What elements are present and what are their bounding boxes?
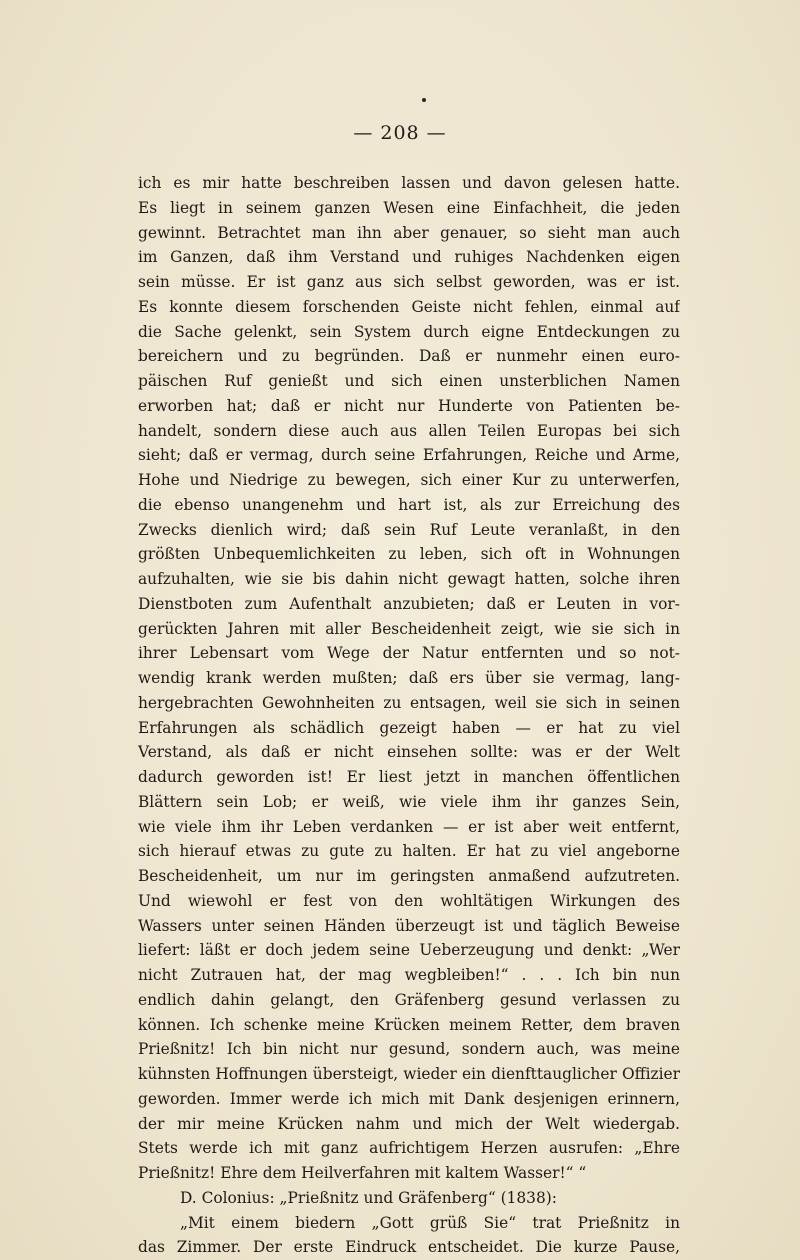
- text-line: Wassers unter seinen Händen überzeugt ist und täglich Beweise: [138, 916, 680, 935]
- text-line: endlich dahin gelangt, den Gräfenberg gesund verlassen zu: [138, 990, 680, 1009]
- text-line: gewinnt. Betrachtet man ihn aber genauer, so sieht man auch: [138, 223, 680, 242]
- text-line: geworden. Immer werde ich mich mit Dank desjenigen erinnern,: [138, 1089, 680, 1108]
- text-line: Prießnitz! Ich bin nicht nur gesund, sondern auch, was meine: [138, 1040, 680, 1059]
- text-line: Dienstboten zum Aufenthalt anzubieten; daß er Leuten in vor-: [138, 594, 680, 613]
- text-line: können. Ich schenke meine Krücken meinem Retter, dem braven: [138, 1015, 680, 1034]
- text-line: handelt, sondern diese auch aus allen Teilen Europas bei sich: [138, 421, 680, 440]
- text-line: erworben hat; daß er nicht nur Hunderte von Patienten be-: [138, 396, 680, 415]
- text-line: Hohe und Niedrige zu bewegen, sich einer Kur zu unterwerfen,: [138, 471, 680, 489]
- text-line: hergebrachten Gewohnheiten zu entsagen, weil sie sich in seinen: [138, 693, 680, 712]
- text-line: aufzuhalten, wie sie bis dahin nicht gewagt hatten, solche ihren: [138, 570, 680, 588]
- text-line: Es konnte diesem forschenden Geiste nicht fehlen, einmal auf: [138, 297, 680, 316]
- text-line: Prießnitz! Ehre dem Heilverfahren mit kaltem Wasser!“ “: [138, 1164, 587, 1182]
- text-line: ihrer Lebensart vom Wege der Natur entfernten und so not-: [138, 644, 680, 663]
- text-line: ich es mir hatte beschreiben lassen und davon gelesen hatte.: [138, 174, 680, 192]
- text-line: größten Unbequemlichkeiten zu leben, sich oft in Wohnungen: [138, 545, 680, 564]
- text-line: die ebenso unangenehm und hart ist, als zur Erreichung des: [138, 495, 680, 514]
- text-line: sieht; daß er vermag, durch seine Erfahrungen, Reiche und Arme,: [138, 446, 680, 465]
- text-line: Bescheidenheit, um nur im geringsten anmaßend aufzutreten.: [138, 867, 680, 885]
- text-line: Und wiewohl er fest von den wohltätigen Wirkungen des: [138, 891, 680, 910]
- page-number: — 208 —: [353, 122, 447, 144]
- text-line: Erfahrungen als schädlich gezeigt haben — er hat zu viel: [138, 718, 680, 737]
- text-line: Stets werde ich mit ganz aufrichtigem Herzen ausrufen: „Ehre: [138, 1139, 680, 1158]
- text-line: dadurch geworden ist! Er liest jetzt in manchen öffentlichen: [138, 768, 680, 786]
- text-line: Verstand, als daß er nicht einsehen sollte: was er der Welt: [138, 743, 680, 762]
- ink-dot: [422, 98, 426, 102]
- text-line: kühnsten Hoffnungen übersteigt, wieder ein dienfttauglicher Offizier: [138, 1065, 680, 1083]
- text-line: die Sache gelenkt, sein System durch eigne Entdeckungen zu: [138, 322, 680, 341]
- text-line: wie viele ihm ihr Leben verdanken — er ist aber weit entfernt,: [138, 817, 680, 836]
- text-line: der mir meine Krücken nahm und mich der Welt wiedergab.: [138, 1114, 680, 1133]
- text-line: „Mit einem biedern „Gott grüß Sie“ trat Prießnitz in: [180, 1213, 680, 1232]
- citation-line: D. Colonius: „Prießnitz und Gräfenberg“ (1838):: [180, 1188, 557, 1207]
- text-line: wendig krank werden mußten; daß ers über sie vermag, lang-: [138, 669, 680, 687]
- text-line: Zwecks dienlich wird; daß sein Ruf Leute veranlaßt, in den: [138, 520, 680, 539]
- text-line: päischen Ruf genießt und sich einen unsterblichen Namen: [138, 372, 680, 390]
- text-line: im Ganzen, daß ihm Verstand und ruhiges Nachdenken eigen: [138, 248, 680, 267]
- text-line: das Zimmer. Der erste Eindruck entscheidet. Die kurze Pause,: [138, 1238, 680, 1257]
- text-line: Es liegt in seinem ganzen Wesen eine Einfachheit, die jeden: [138, 198, 680, 217]
- text-line: gerückten Jahren mit aller Bescheidenheit zeigt, wie sie sich in: [138, 619, 680, 638]
- text-line: nicht Zutrauen hat, der mag wegbleiben!“ . . . Ich bin nun: [138, 966, 680, 984]
- text-line: bereichern und zu begründen. Daß er nunmehr einen euro-: [138, 347, 680, 366]
- text-line: sich hierauf etwas zu gute zu halten. Er hat zu viel angeborne: [138, 842, 680, 861]
- body-text: [138, 171, 680, 1260]
- text-line: Blättern sein Lob; er weiß, wie viele ihm ihr ganzes Sein,: [138, 792, 680, 811]
- text-line: sein müsse. Er ist ganz aus sich selbst geworden, was er ist.: [138, 273, 680, 291]
- text-line: liefert: läßt er doch jedem seine Ueberzeugung und denkt: „Wer: [138, 941, 680, 960]
